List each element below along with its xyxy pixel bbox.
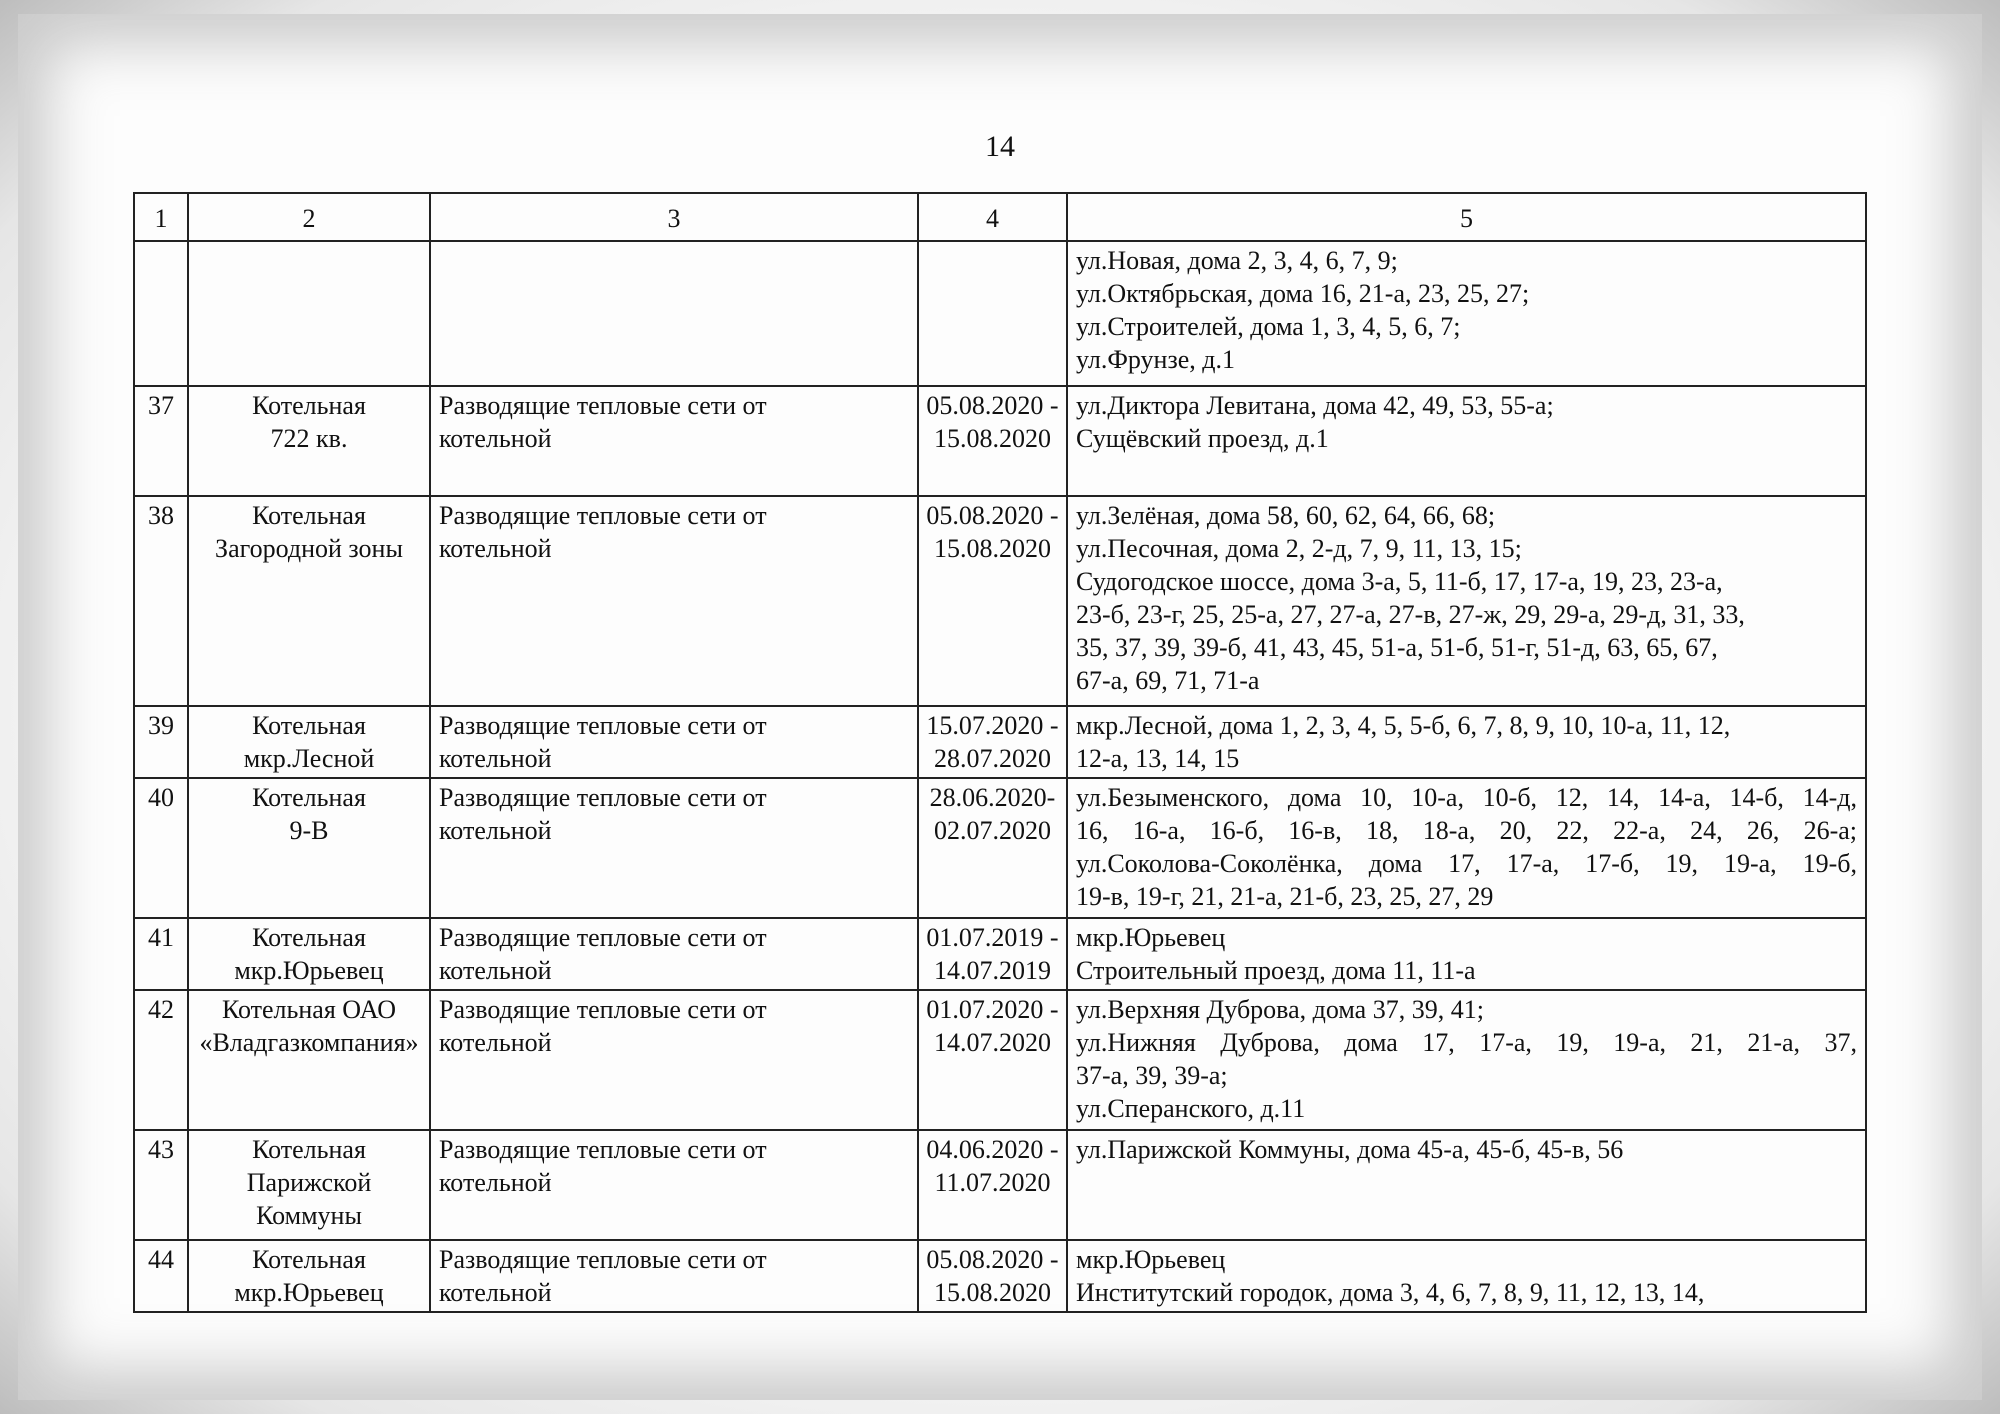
table-row: [134, 496, 1866, 706]
addresses-cell: [1067, 918, 1866, 990]
period-line: 04.06.2020 -: [926, 1135, 1059, 1164]
address-line: мкр.Юрьевец: [1076, 1245, 1226, 1274]
address-line: Строительный проезд, дома 11, 11-а: [1076, 956, 1476, 985]
network-cell: [430, 990, 918, 1130]
table-row: [134, 1130, 1866, 1240]
heat-source-line: 9-В: [289, 816, 329, 845]
period-line: 01.07.2020 -: [926, 995, 1059, 1024]
period-line: 28.07.2020: [934, 744, 1051, 773]
heat-source-line: мкр.Юрьевец: [234, 1278, 384, 1307]
network-line: Разводящие тепловые сети от: [439, 995, 767, 1024]
address-line: ул.Нижняя Дуброва, дома 17, 17-а, 19, 19-а, 21, 21-а, 37,: [1076, 1028, 1857, 1057]
period-line: 15.07.2020 -: [926, 711, 1059, 740]
heat-source-cell: [188, 386, 430, 496]
heat-source-line: мкр.Юрьевец: [234, 956, 384, 985]
addresses-cell: [1067, 706, 1866, 778]
heat-source-cell: [188, 706, 430, 778]
network-line: котельной: [439, 956, 552, 985]
address-line: ул.Зелёная, дома 58, 60, 62, 64, 66, 68;: [1076, 501, 1496, 530]
network-line: котельной: [439, 744, 552, 773]
period-cell: [918, 706, 1067, 778]
period-cell: [918, 778, 1067, 918]
heat-source-line: Котельная ОАО: [221, 995, 397, 1024]
table-row: [134, 1240, 1866, 1312]
address-line: 16, 16-а, 16-б, 16-в, 18, 18-а, 20, 22, 22-а, 24, 26, 26-а;: [1076, 816, 1857, 845]
address-line: ул.Верхняя Дуброва, дома 37, 39, 41;: [1076, 995, 1484, 1024]
period-cell: [918, 241, 1067, 386]
header-col-3: 3: [430, 193, 918, 241]
table-row: [134, 918, 1866, 990]
period-line: 05.08.2020 -: [926, 501, 1059, 530]
addresses-cell: [1067, 1130, 1866, 1240]
addresses-cell: [1067, 241, 1866, 386]
address-line: ул.Песочная, дома 2, 2-д, 7, 9, 11, 13, 15;: [1076, 534, 1522, 563]
period-cell: [918, 990, 1067, 1130]
heat-source-line: Котельная: [252, 1245, 366, 1274]
network-cell: [430, 706, 918, 778]
heat-source-line: Котельная: [252, 391, 366, 420]
network-line: Разводящие тепловые сети от: [439, 923, 767, 952]
addresses-cell: [1067, 496, 1866, 706]
network-line: котельной: [439, 1028, 552, 1057]
period-line: 28.06.2020-: [929, 783, 1056, 812]
row-number-cell: 44: [134, 1240, 188, 1312]
address-line: ул.Диктора Левитана, дома 42, 49, 53, 55-а;: [1076, 391, 1554, 420]
address-line: 35, 37, 39, 39-б, 41, 43, 45, 51-а, 51-б, 51-г, 51-д, 63, 65, 67,: [1076, 633, 1718, 662]
address-line: 19-в, 19-г, 21, 21-а, 21-б, 23, 25, 27, 29: [1076, 882, 1494, 911]
period-line: 14.07.2019: [934, 956, 1051, 985]
heat-source-cell: [188, 918, 430, 990]
period-cell: [918, 918, 1067, 990]
network-cell: [430, 1240, 918, 1312]
network-line: котельной: [439, 1168, 552, 1197]
address-line: Институтский городок, дома 3, 4, 6, 7, 8, 9, 11, 12, 13, 14,: [1076, 1278, 1705, 1307]
network-line: Разводящие тепловые сети от: [439, 783, 767, 812]
network-line: котельной: [439, 816, 552, 845]
period-line: 05.08.2020 -: [926, 1245, 1059, 1274]
heat-source-line: Котельная: [252, 501, 366, 530]
heat-source-line: Парижской: [246, 1168, 372, 1197]
heat-source-cell: [188, 1240, 430, 1312]
heat-source-line: Загородной зоны: [215, 534, 403, 563]
heat-source-line: Котельная: [252, 923, 366, 952]
row-number-cell: 43: [134, 1130, 188, 1240]
heat-source-line: Котельная: [252, 783, 366, 812]
period-cell: [918, 1130, 1067, 1240]
period-line: 15.08.2020: [934, 424, 1051, 453]
network-cell: [430, 778, 918, 918]
table-header-row: [134, 193, 1866, 241]
address-line: Судогодское шоссе, дома 3-а, 5, 11-б, 17, 17-а, 19, 23, 23-а,: [1076, 567, 1723, 596]
row-number-cell: 40: [134, 778, 188, 918]
network-cell: [430, 386, 918, 496]
period-cell: [918, 1240, 1067, 1312]
row-number-cell: 42: [134, 990, 188, 1130]
address-line: Сущёвский проезд, д.1: [1076, 424, 1329, 453]
network-line: котельной: [439, 424, 552, 453]
heating-network-table: [133, 192, 1867, 1313]
network-cell: [430, 918, 918, 990]
table-row-continuation: [134, 241, 1866, 386]
heat-source-cell: [188, 990, 430, 1130]
heat-source-line: Коммуны: [256, 1201, 362, 1230]
address-line: ул.Парижской Коммуны, дома 45-а, 45-б, 45-в, 56: [1076, 1135, 1624, 1164]
addresses-cell: [1067, 990, 1866, 1130]
row-number-cell: 39: [134, 706, 188, 778]
addresses-cell: [1067, 386, 1866, 496]
period-line: 05.08.2020 -: [926, 391, 1059, 420]
address-line: ул.Сперанского, д.11: [1076, 1094, 1306, 1123]
address-line: 37-а, 39, 39-а;: [1076, 1061, 1228, 1090]
addresses-cell: [1067, 1240, 1866, 1312]
header-col-5: 5: [1067, 193, 1866, 241]
table-row: [134, 778, 1866, 918]
period-cell: [918, 496, 1067, 706]
heat-source-cell: [188, 496, 430, 706]
heat-source-line: «Владгазкомпания»: [199, 1028, 419, 1057]
period-line: 15.08.2020: [934, 534, 1051, 563]
network-cell: [430, 496, 918, 706]
address-line: ул.Безыменского, дома 10, 10-а, 10-б, 12, 14, 14-а, 14-б, 14-д,: [1076, 783, 1857, 812]
heat-source-line: Котельная: [252, 1135, 366, 1164]
heat-source-line: 722 кв.: [270, 424, 348, 453]
network-cell: [430, 1130, 918, 1240]
address-line: 12-а, 13, 14, 15: [1076, 744, 1240, 773]
period-line: 01.07.2019 -: [926, 923, 1059, 952]
address-line: ул.Новая, дома 2, 3, 4, 6, 7, 9;: [1076, 246, 1398, 275]
period-line: 02.07.2020: [934, 816, 1051, 845]
address-line: ул.Октябрьская, дома 16, 21-а, 23, 25, 27;: [1076, 279, 1530, 308]
network-line: котельной: [439, 1278, 552, 1307]
heat-source-line: мкр.Лесной: [243, 744, 375, 773]
address-line: мкр.Лесной, дома 1, 2, 3, 4, 5, 5-б, 6, 7, 8, 9, 10, 10-а, 11, 12,: [1076, 711, 1731, 740]
network-line: котельной: [439, 534, 552, 563]
network-line: Разводящие тепловые сети от: [439, 1245, 767, 1274]
period-cell: [918, 386, 1067, 496]
address-line: ул.Фрунзе, д.1: [1076, 345, 1235, 374]
address-line: 67-а, 69, 71, 71-а: [1076, 666, 1260, 695]
network-line: Разводящие тепловые сети от: [439, 1135, 767, 1164]
network-line: Разводящие тепловые сети от: [439, 711, 767, 740]
network-line: Разводящие тепловые сети от: [439, 391, 767, 420]
row-number-cell: [134, 241, 188, 386]
heat-source-cell: [188, 241, 430, 386]
table-row: [134, 990, 1866, 1130]
address-line: ул.Соколова-Соколёнка, дома 17, 17-а, 17-б, 19, 19-а, 19-б,: [1076, 849, 1857, 878]
address-line: 23-б, 23-г, 25, 25-а, 27, 27-а, 27-в, 27-ж, 29, 29-а, 29-д, 31, 33,: [1076, 600, 1745, 629]
table-row: [134, 706, 1866, 778]
heat-source-cell: [188, 1130, 430, 1240]
network-cell: [430, 241, 918, 386]
period-line: 11.07.2020: [934, 1168, 1051, 1197]
row-number-cell: 38: [134, 496, 188, 706]
row-number-cell: 37: [134, 386, 188, 496]
period-line: 15.08.2020: [934, 1278, 1051, 1307]
page-number: 14: [985, 130, 1015, 163]
heat-source-line: Котельная: [252, 711, 366, 740]
period-line: 14.07.2020: [934, 1028, 1051, 1057]
addresses-cell: [1067, 778, 1866, 918]
header-col-1: 1: [134, 193, 188, 241]
header-col-2: 2: [188, 193, 430, 241]
row-number-cell: 41: [134, 918, 188, 990]
table-row: [134, 386, 1866, 496]
address-line: мкр.Юрьевец: [1076, 923, 1226, 952]
heat-source-cell: [188, 778, 430, 918]
header-col-4: 4: [918, 193, 1067, 241]
address-line: ул.Строителей, дома 1, 3, 4, 5, 6, 7;: [1076, 312, 1461, 341]
network-line: Разводящие тепловые сети от: [439, 501, 767, 530]
